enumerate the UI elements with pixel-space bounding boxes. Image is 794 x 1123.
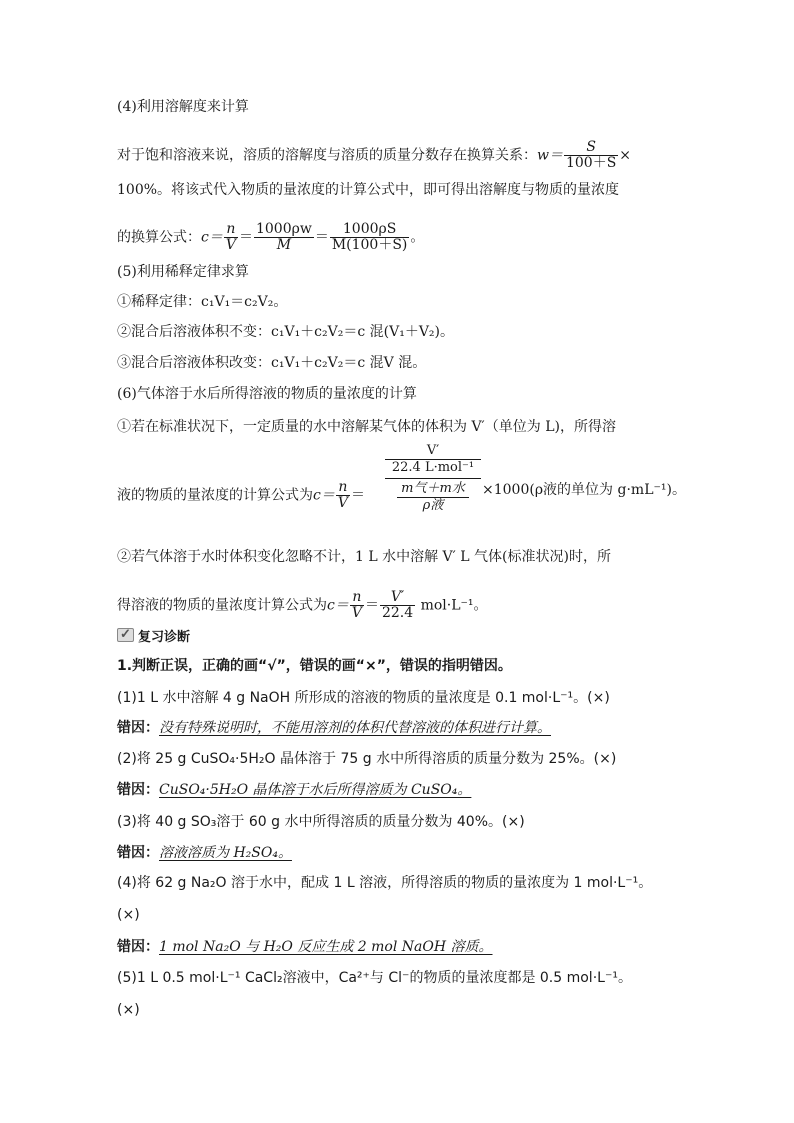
equals: ＝ bbox=[238, 229, 253, 246]
section-label: 复习诊断 bbox=[138, 630, 191, 645]
denominator: M(100＋S) bbox=[331, 237, 408, 253]
numerator-top: V′ bbox=[385, 443, 481, 460]
equals: ＝ bbox=[364, 597, 379, 614]
fraction-n-v bbox=[350, 590, 364, 621]
item-3: (3)将 40 g SO₃溶于 60 g 水中所得溶质的质量分数为 40%。(×) bbox=[117, 814, 525, 830]
error-label: 错因： bbox=[117, 782, 159, 798]
fraction-1000pw bbox=[254, 222, 314, 253]
rule-3: ③混合后溶液体积改变：c₁V₁＋c₂V₂＝c 混V 混。 bbox=[117, 355, 427, 371]
numerator: 1000ρw bbox=[255, 221, 312, 237]
compound-fraction bbox=[385, 443, 481, 514]
denominator-bottom: ρ液 bbox=[422, 498, 444, 513]
w-symbol: w＝ bbox=[537, 147, 563, 164]
error-text: 1 mol Na₂O 与 H₂O 反应生成 2 mol NaOH 溶质。 bbox=[159, 939, 493, 955]
gas-line-2-text bbox=[117, 480, 365, 511]
item-5: (5)1 L 0.5 mol·L⁻¹ CaCl₂溶液中，Ca²⁺与 Cl⁻的物质的量浓度都是 0.5 mol·L⁻¹。 bbox=[117, 970, 632, 986]
fraction-s bbox=[564, 140, 618, 171]
text: 的换算公式： bbox=[117, 229, 201, 246]
fraction-v-22-4 bbox=[380, 590, 415, 621]
numerator: n bbox=[336, 480, 350, 496]
denominator: 22.4 bbox=[381, 605, 414, 621]
denominator: V bbox=[225, 237, 236, 253]
rule-1: ①稀释定律：c₁V₁＝c₂V₂。 bbox=[117, 294, 288, 310]
denominator: V bbox=[337, 495, 348, 511]
question-header: 1.判断正误，正确的画“√”，错误的画“×”，错误的指明错因。 bbox=[117, 658, 512, 674]
heading-5: (5)利用稀释定律求算 bbox=[117, 264, 249, 280]
error-2 bbox=[117, 780, 471, 800]
formula-line bbox=[117, 222, 424, 253]
error-text: 溶液溶质为 H₂SO₄。 bbox=[159, 845, 292, 861]
item-2: (2)将 25 g CuSO₄·5H₂O 晶体溶于 75 g 水中所得溶质的质量分数为 25%。(×) bbox=[117, 751, 617, 767]
fraction-n-v bbox=[224, 222, 238, 253]
heading-4: (4)利用溶解度来计算 bbox=[117, 99, 249, 115]
text: 得溶液的物质的量浓度计算公式为 bbox=[117, 597, 327, 614]
numerator-bottom: 22.4 L·mol⁻¹ bbox=[391, 460, 475, 475]
item-4-mark: (×) bbox=[117, 907, 140, 923]
numerator: V′ bbox=[380, 590, 415, 606]
denominator: 100＋S bbox=[565, 155, 617, 171]
checkmark-icon bbox=[117, 628, 134, 642]
error-4 bbox=[117, 937, 493, 957]
paragraph-solubility bbox=[117, 140, 631, 171]
paragraph-line2: 100%。将该式代入物质的量浓度的计算公式中，即可得出溶解度与物质的量浓度 bbox=[117, 182, 620, 198]
error-text: CuSO₄·5H₂O 晶体溶于水后所得溶质为 CuSO₄。 bbox=[159, 782, 472, 798]
error-text: 没有特殊说明时，不能用溶剂的体积代替溶液的体积进行计算。 bbox=[159, 720, 551, 736]
gas-line-4 bbox=[117, 590, 488, 621]
c-symbol: c＝ bbox=[327, 597, 349, 614]
error-label: 错因： bbox=[117, 939, 159, 955]
period: 。 bbox=[410, 229, 425, 246]
unit: mol·L⁻¹。 bbox=[416, 597, 488, 614]
text: 对于饱和溶液来说，溶质的溶解度与溶质的质量分数存在换算关系： bbox=[117, 147, 537, 164]
c-symbol: c＝ bbox=[201, 229, 223, 246]
text: 液的物质的量浓度的计算公式为 bbox=[117, 487, 313, 504]
heading-6: (6)气体溶于水后所得溶液的物质的量浓度的计算 bbox=[117, 386, 417, 402]
upper-fraction bbox=[385, 443, 481, 479]
equals: ＝ bbox=[350, 487, 365, 504]
fraction-1000ps bbox=[330, 222, 410, 253]
error-1 bbox=[117, 718, 551, 738]
denominator-top: m气＋m水 bbox=[397, 481, 469, 498]
denominator: M bbox=[276, 237, 292, 253]
rule-2: ②混合后溶液体积不变：c₁V₁＋c₂V₂＝c 混(V₁＋V₂)。 bbox=[117, 324, 455, 340]
item-1: (1)1 L 水中溶解 4 g NaOH 所形成的溶液的物质的量浓度是 0.1 mol·L⁻¹。(×) bbox=[117, 690, 610, 706]
gas-line-2-end: ×1000(ρ液的单位为 g·mL⁻¹)。 bbox=[482, 482, 686, 498]
numerator: S bbox=[564, 140, 618, 156]
item-4: (4)将 62 g Na₂O 溶于水中，配成 1 L 溶液，所得溶质的物质的量浓度为 1 mol·L⁻¹。 bbox=[117, 875, 653, 891]
item-5-mark: (×) bbox=[117, 1002, 140, 1018]
gas-line-1: ①若在标准状况下，一定质量的水中溶解某气体的体积为 V′（单位为 L)，所得溶 bbox=[117, 419, 616, 435]
lower-fraction bbox=[385, 479, 481, 514]
denominator: V bbox=[351, 605, 362, 621]
numerator: 1000ρS bbox=[330, 222, 410, 238]
equals: ＝ bbox=[314, 229, 329, 246]
error-label: 错因： bbox=[117, 845, 159, 861]
gas-line-3: ②若气体溶于水时体积变化忽略不计，1 L 水中溶解 V′ L 气体(标准状况)时，所 bbox=[117, 549, 611, 565]
error-label: 错因： bbox=[117, 720, 159, 736]
error-3 bbox=[117, 843, 292, 863]
fraction-n-v bbox=[336, 480, 350, 511]
times-sign: × bbox=[619, 147, 632, 164]
numerator: n bbox=[350, 590, 364, 606]
c-symbol: c＝ bbox=[313, 487, 335, 504]
numerator: n bbox=[224, 222, 238, 238]
section-title bbox=[117, 628, 190, 648]
